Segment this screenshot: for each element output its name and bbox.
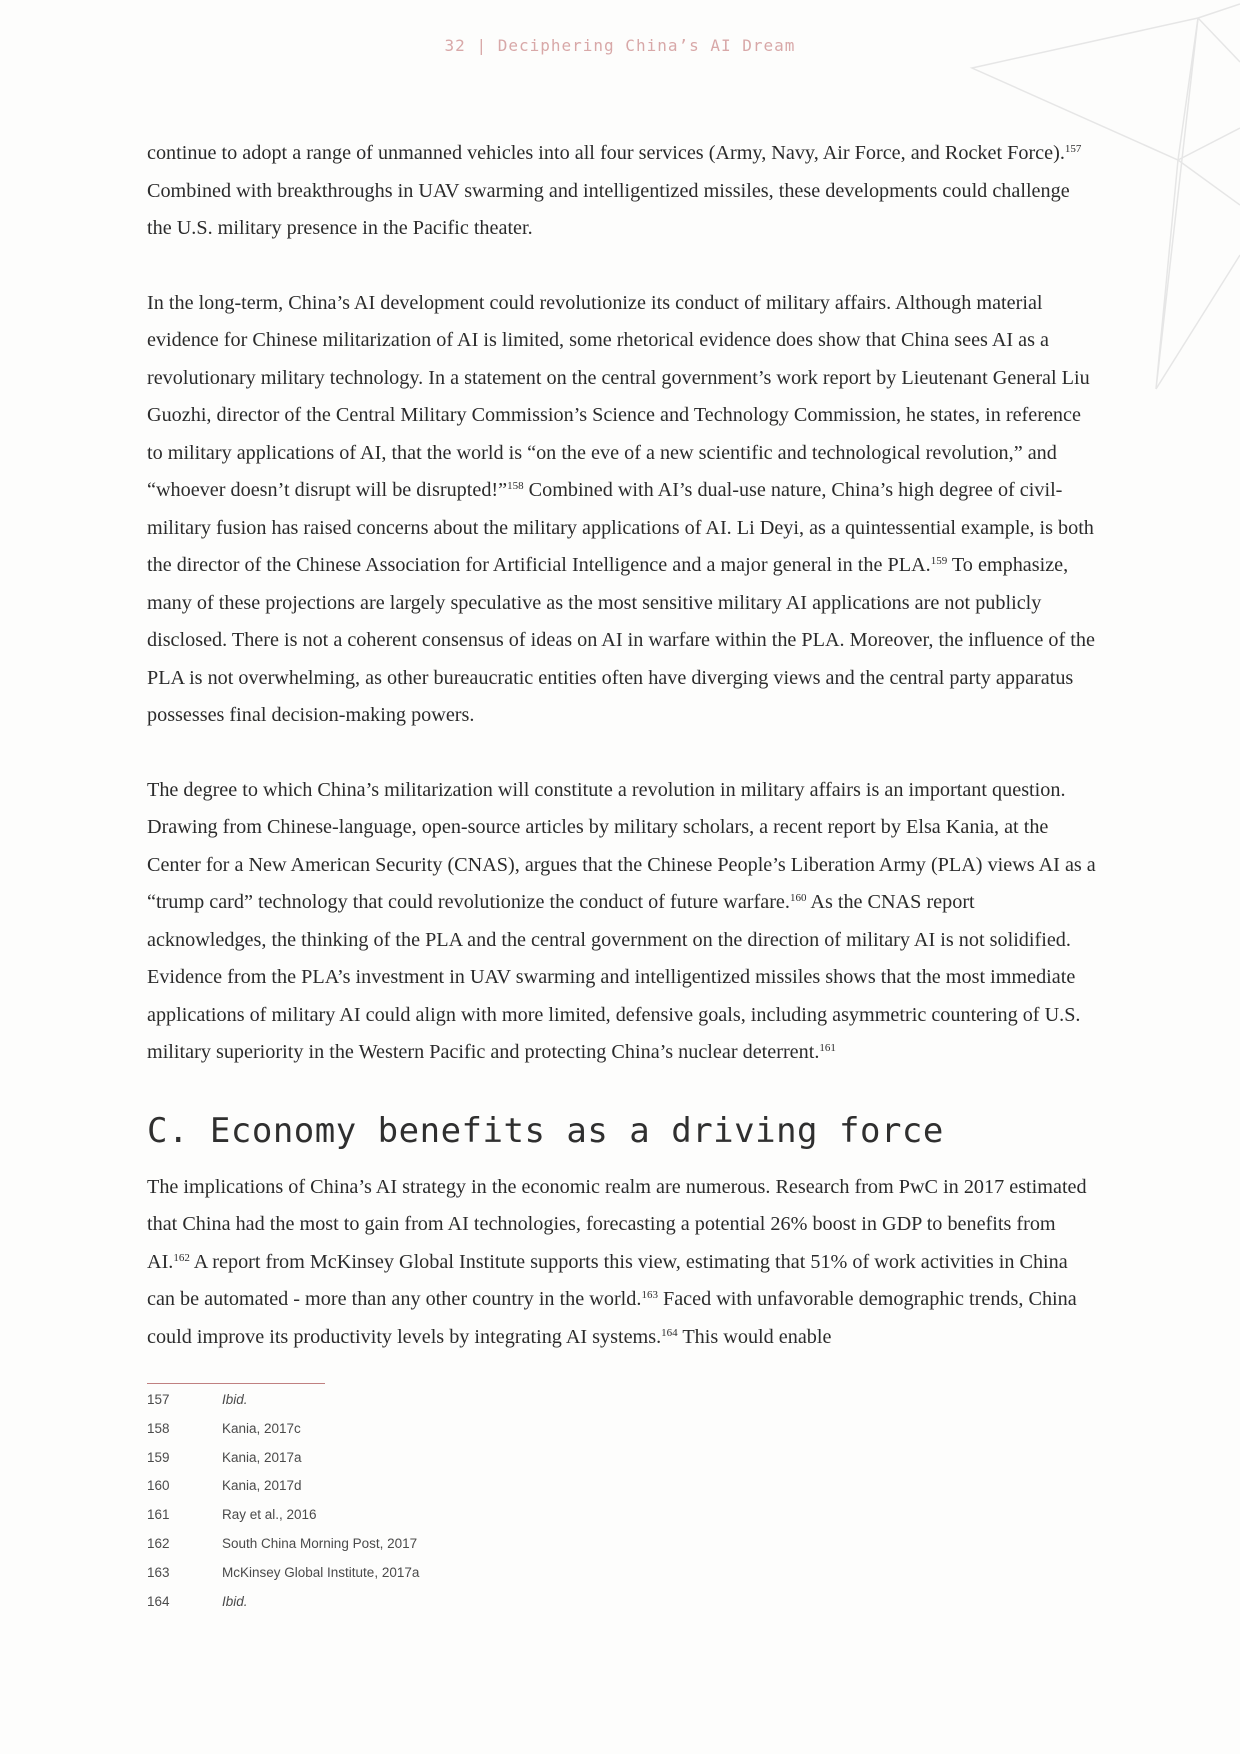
- footnote-marker: 159: [930, 555, 948, 567]
- footnote-reference: Kania, 2017d: [222, 1478, 302, 1494]
- footnote-reference: Kania, 2017c: [222, 1420, 301, 1436]
- footnote-reference: Ibid.: [222, 1392, 248, 1407]
- footnote-marker: 160: [789, 892, 807, 904]
- footnote-divider: [147, 1383, 325, 1384]
- page-body: [147, 135, 1097, 1356]
- footnote-number: 164: [147, 1593, 170, 1609]
- footnote-number: 158: [147, 1420, 170, 1436]
- footnote-number: 160: [147, 1478, 170, 1494]
- footnote-reference: Kania, 2017a: [222, 1449, 302, 1465]
- footnote-reference: South China Morning Post, 2017: [222, 1535, 418, 1551]
- footnote-item: [147, 1415, 747, 1444]
- footnotes: [147, 1386, 747, 1616]
- footnote-marker: 161: [819, 1042, 836, 1054]
- footnote-marker: 162: [173, 1251, 190, 1264]
- footnote-reference: Ibid.: [222, 1593, 248, 1609]
- footnote-item: [147, 1472, 747, 1501]
- footnote-item: [147, 1530, 747, 1559]
- body-paragraph: The implications of China’s AI strategy in the economic realm are numerous. Research from PwC in 2017 estimated that China had the most to gain from AI technologies, forecasting a potential 26% boost in GDP to benefits from AI.$^{162}$ A report from McKinsey Global Institute supports this view, estimating that 51% of work activities in China can be automated - more than any other country in the world.$^{163}$ Faced with unfavorable demographic trends, China could improve its productivity levels by integrating AI systems.$^{164}$ This would enable: [147, 1175, 1087, 1348]
- body-paragraph: In the long-term, China’s AI development could revolutionize its conduct of military affairs. Although material evidence for Chinese militarization of AI is limited, some rhetorical evidence does show that China sees AI as a revolutionary military technology. In a statement on the central government’s work report by Lieutenant General Liu Guozhi, director of the Central Military Commission’s Science and Technology Commission, he states, in reference to military applications of AI, that the world is “on the eve of a new scientific and technological revolution,” and “whoever doesn’t disrupt will be disrupted!”$^{158}$ Combined with AI’s dual-use nature, China’s high degree of civil-military fusion has raised concerns about the military applications of AI. Li Deyi, as a quintessential example, is both the director of the Chinese Association for Artificial Intelligence and a major general in the PLA.$^{159}$ To emphasize, many of these projections are largely speculative as the most sensitive military AI applications are not publicly disclosed. There is not a coherent consensus of ideas on AI in warfare within the PLA. Moreover, the influence of the PLA is not overwhelming, as other bureaucratic entities often have diverging views and the central party apparatus possesses final decision-making powers.: [147, 291, 1095, 726]
- body-paragraph: continue to adopt a range of unmanned vehicles into all four services (Army, Navy, Air Force, and Rocket Force).$^{157}$ Combined with breakthroughs in UAV swarming and intelligentized missiles, these developments could challenge the U.S. military presence in the Pacific theater.: [147, 142, 1082, 239]
- footnote-item: [147, 1559, 747, 1588]
- footnote-item: [147, 1444, 747, 1473]
- footnote-item: [147, 1501, 747, 1530]
- footnote-number: 161: [147, 1507, 170, 1523]
- footnote-number: 163: [147, 1564, 170, 1580]
- body-paragraph: The degree to which China’s militarization will constitute a revolution in military affairs is an important question. Drawing from Chinese-language, open-source articles by military scholars, a recent report by Elsa Kania, at the Center for a New American Security (CNAS), argues that the Chinese People’s Liberation Army (PLA) views AI as a “trump card” technology that could revolutionize the conduct of future warfare.$^{160}$ As the CNAS report acknowledges, the thinking of the PLA and the central government on the direction of military AI is not solidified. Evidence from the PLA’s investment in UAV swarming and intelligentized missiles shows that the most immediate applications of military AI could align with more limited, defensive goals, including asymmetric countering of U.S. military superiority in the Western Pacific and protecting China’s nuclear deterrent.$^{161}$: [147, 778, 1096, 1063]
- footnote-reference: Ray et al., 2016: [222, 1507, 317, 1523]
- footnote-marker: 158: [507, 480, 524, 492]
- footnote-marker: 164: [661, 1326, 678, 1339]
- footnote-number: 162: [147, 1535, 170, 1551]
- running-header: 32 | Deciphering China’s AI Dream: [444, 36, 796, 55]
- footnote-reference: McKinsey Global Institute, 2017a: [222, 1564, 420, 1580]
- footnote-marker: 157: [1064, 143, 1082, 155]
- footnote-item: [147, 1386, 747, 1415]
- footnote-number: 157: [147, 1392, 170, 1407]
- section-heading: C. Economy benefits as a driving force: [147, 1110, 944, 1151]
- footnote-marker: 163: [641, 1289, 658, 1301]
- footnote-number: 159: [147, 1449, 170, 1465]
- footnote-item: [147, 1588, 747, 1617]
